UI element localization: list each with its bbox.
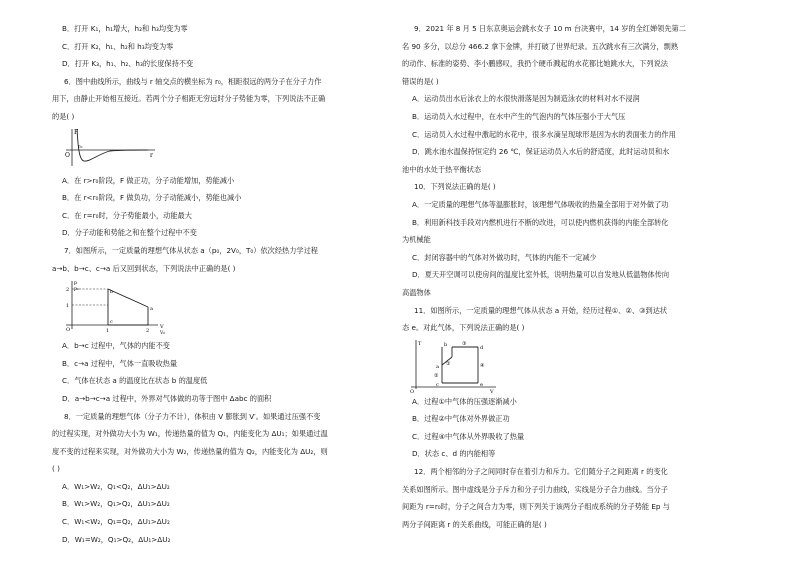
q12-stem-line: 12．两个相邻的分子之间同时存在着引力和斥力。它们随分子之间距离 r 的变化 [414,467,668,477]
q12-stem-line: 间距为 r=r₀时，分子之间合力为零，则下列关于该两分子组成系统的分子势能 Ep 与 [402,502,670,512]
q7-xtick-2: 2 [146,328,150,335]
q10-option-b-cont: 为机械能 [402,235,431,245]
q6-option-d: D．分子动能和势能之和在整个过程中不变 [62,228,197,238]
q7-option-b: B．c→a 过程中，气体一直吸收热量 [62,358,178,368]
q9-option-d-cont: 池中的水处于热平衡状态 [402,164,482,174]
q11-point-d: d [480,344,484,351]
q9-stem-line: 9．2021 年 8 月 5 日东京奥运会跳水女子 10 m 台决赛中，14 岁的全红婵领先第二 [414,24,686,33]
q11-origin: O [410,388,415,393]
q7-x-unit: V₀ [160,331,166,337]
q5-option-d: D．打开 K₃，h₁、h₂、h₃的长度保持不变 [62,59,194,69]
q6-y-axis-label: F [74,128,79,136]
q11-point-e: e [480,381,483,388]
left-column [52,20,397,548]
q11-y-axis-label: T [418,340,422,347]
q10-option-d-cont: 高温物体 [402,287,431,297]
q11-point-a: a [436,363,439,370]
q6-origin-label: O [65,151,70,159]
q6-option-a: A．在 r>r₀阶段，F 做正功，分子动能增加，势能减小 [62,175,235,185]
q9-stem-line: 错误的是( ) [402,76,439,86]
q7-point-b: b [110,289,114,296]
q11-process-4: ④ [480,362,485,369]
q11-option-b: B．过程②中气体对外界做正功 [412,414,510,424]
q7-x-axis-label: V [160,324,164,331]
q8-option-d: D．W₁=W₂，Q₁>Q₂，ΔU₁>ΔU₂ [62,534,171,544]
q9-stem-line: 的动作、标准的姿势、李小鹏感叹，我扔个硬币溅起的水花都比她跳水大，下列说法 [402,59,668,69]
q11-stem-line: 态 e。对此气体，下列说法正确的是( ) [402,323,525,333]
q7-pv-figure [52,277,397,337]
q6-stem-line: 用下，由静止开始相互接近。若两个分子相距无穷远时分子势能为零，下列说法不正确 [52,94,326,104]
q7-tick-1: 1 [66,303,70,310]
q9-option-b: B．运动员入水过程中，在水中产生的气泡内的气体压强小于大气压 [412,111,626,121]
q8-stem-line: 的过程实现，对外做功大小为 W₁，传递热量的值为 Q₁，内能变化为 ΔU₁；如果通过温 [52,429,328,439]
q11-stem-line: 11．如图所示，一定质量的理想气体从状态 a 开始，经历过程①、②、③到达状 [414,305,668,315]
q12-stem-line: 关系如图所示。图中虚线是分子斥力和分子引力曲线，实线是分子合力曲线。当分子 [402,484,668,494]
q10-stem: 10．下列说法正确的是( ) [414,182,496,192]
q7-xtick-1: 1 [106,328,110,335]
q11-point-b: b [444,341,448,348]
q7-option-d: D．a→b→c→a 过程中，外界对气体做的功等于图中 Δabc 的面积 [62,393,272,403]
q7-stem-line: a→b、b→c、c→a 后又回到状态，下列说法中正确的是( ) [52,263,236,273]
q8-stem-line: ( ) [52,464,60,474]
q10-option-b: B．利用新科技手段对内燃机进行不断的改进，可以使内燃机获得的内能全部转化 [412,217,669,227]
q7-option-a: A．b→c 过程中，气体的内能不变 [62,341,170,351]
q11-option-a: A．过程①中气体的压强逐渐减小 [412,396,517,406]
q11-process-1: ① [446,360,451,367]
q7-option-c: C．气体在状态 a 的温度比在状态 b 的温度低 [62,376,208,386]
q11-option-d: D．状态 c、d 的内能相等 [412,449,496,459]
q6-r0-label: r₀ [78,143,83,150]
right-column [402,20,747,533]
q7-point-c: c [110,319,113,326]
q8-stem-line: 度不变的过程来实现，对外做功大小为 W₂，传递热量的值为 Q₂，内能变化为 ΔU₂，则 [52,446,328,456]
q9-option-c: C．运动员入水过程中激起的水花中，很多水滴呈现球形是因为水的表面张力的作用 [412,129,676,139]
q10-option-a: A．一定质量的理想气体等温膨胀时，该理想气体吸收的热量全部用于对外做了功 [412,199,669,209]
q7-y-axis-label: p [74,280,78,287]
q6-force-distance-figure [52,126,397,172]
q7-origin: O [66,327,71,334]
q5-option-c: C．打开 K₂，h₁、h₂和 h₃均变为零 [62,41,174,51]
q11-x-axis-label: V [490,388,494,393]
q8-option-c: C．W₁<W₂，Q₁=Q₂，ΔU₁>ΔU₂ [62,517,170,527]
q12-stem-line: 两分子间距离 r 的关系曲线，可能正确的是( ) [402,519,547,529]
q7-stem-line: 7．如图所示，一定质量的理想气体从状态 a（p₀，2V₀，T₀）依次经热力学过程 [64,245,318,255]
q6-option-b: B．在 r<r₀阶段，F 做负功，分子动能减小，势能也减小 [62,193,242,203]
q8-option-b: B．W₁>W₂，Q₁>Q₂，ΔU₁>ΔU₂ [62,499,170,509]
q7-tick-2: 2 [66,287,70,294]
q10-option-d: D．夏天开空调可以使房间的温度比室外低，说明热量可以自发地从低温物体传向 [412,270,670,280]
q5-option-b: B．打开 K₁，h₁增大，h₂和 h₃均变为零 [62,24,188,33]
q11-point-c: c [436,381,439,388]
q6-option-c: C．在 r=r₀时，分子势能最小，动能最大 [62,210,192,220]
q6-stem-line: 6．图中曲线所示，曲线与 r 轴交点的横坐标为 r₀，相距很远的两分子在分子力作 [64,76,322,86]
q11-tv-figure [402,337,747,393]
q7-y-unit: p₀ [74,287,79,293]
q9-stem-line: 名 90 多分，以总分 466.2 拿下金牌，并打破了世界纪录。五次跳水有三次满分，剽熟 [402,41,679,51]
q7-point-a: a [150,306,153,313]
q8-option-a: A．W₁>W₂，Q₁<Q₂，ΔU₁>ΔU₂ [62,481,170,491]
q11-process-2: ② [434,372,439,379]
q10-option-c: C．封闭容器中的气体对外做功时，气体的内能不一定减少 [412,252,597,262]
q11-option-c: C．过程④中气体从外界吸收了热量 [412,431,525,441]
q9-option-d: D．跳水池水温保持恒定约 26 ℃，保证运动员入水后的舒适度，此时运动员和水 [412,147,670,157]
q9-option-a: A．运动员出水后泳衣上的水很快滑落是因为制造泳衣的材料对水不浸润 [412,94,640,104]
q8-stem-line: 8．一定质量的理想气体（分子力不计），体积由 V 膨胀到 V′。如果通过压强不变 [64,411,321,421]
q6-stem-line: 的是( ) [52,111,75,121]
q11-process-3: ③ [462,340,467,347]
q6-x-axis-label: r [150,151,153,159]
